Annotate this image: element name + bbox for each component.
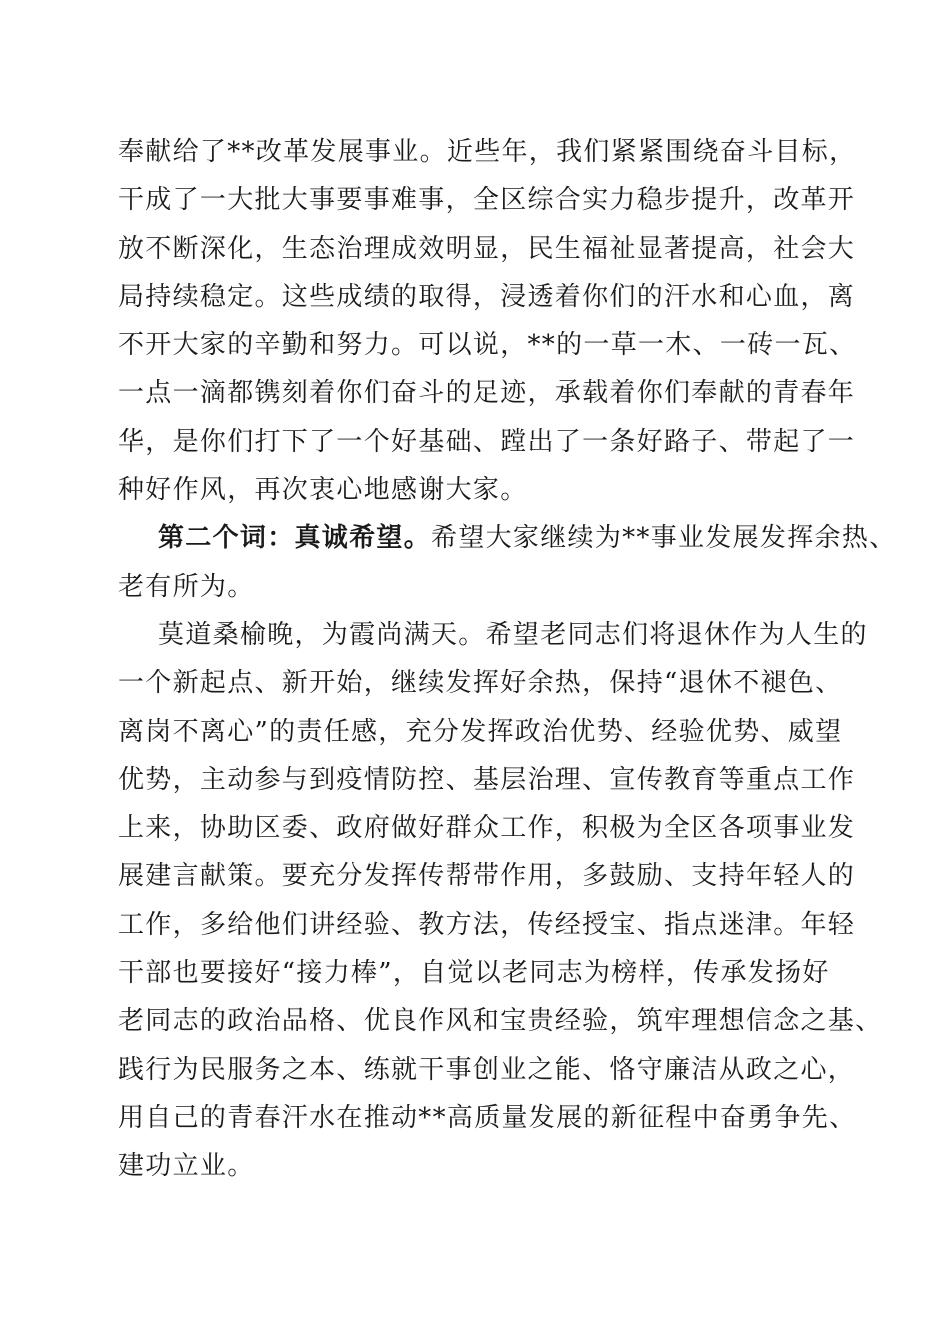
paragraph-3-line-1: 莫道桑榆晚，为霞尚满天。希望老同志们将退休作为人生的 bbox=[158, 619, 868, 650]
paragraph-1-line-2: 干成了一大批大事要事难事，全区综合实力稳步提升，改革开 bbox=[118, 185, 856, 216]
paragraph-3-line-5: 上来，协助区委、政府做好群众工作，积极为全区各项事业发 bbox=[118, 813, 856, 844]
paragraph-3-line-10: 践行为民服务之本、练就干事创业之能、恪守廉洁从政之心， bbox=[118, 1054, 856, 1085]
paragraph-3-line-9: 老同志的政治品格、优良作风和宝贵经验，筑牢理想信念之基、 bbox=[118, 1006, 883, 1037]
paragraph-1-line-4: 局持续稳定。这些成绩的取得，浸透着你们的汗水和心血，离 bbox=[118, 281, 856, 312]
paragraph-1-line-6: 一点一滴都镌刻着你们奋斗的足迹，承载着你们奉献的青春年 bbox=[118, 378, 856, 409]
document-body bbox=[118, 128, 897, 1191]
paragraph-3-line-2: 一个新起点、新开始，继续发挥好余热，保持“退休不褪色、 bbox=[118, 668, 843, 699]
paragraph-1-line-3: 放不断深化，生态治理成效明显，民生福祉显著提高，社会大 bbox=[118, 233, 856, 264]
paragraph-2-first-rest: 希望大家继续为**事业发展发挥余热、 bbox=[431, 523, 897, 554]
paragraph-3-line-6: 展建言献策。要充分发挥传帮带作用，多鼓励、支持年轻人的 bbox=[118, 861, 856, 892]
paragraph-3-line-8: 干部也要接好“接力棒”，自觉以老同志为榜样，传承发扬好 bbox=[118, 958, 830, 989]
section-heading: 第二个词：真诚希望。 bbox=[158, 523, 432, 554]
paragraph-2-line-2: 老有所为。 bbox=[118, 571, 255, 602]
paragraph-3-line-3: 离岗不离心”的责任感，充分发挥政治优势、经验优势、威望 bbox=[118, 716, 843, 747]
paragraph-2-line-1 bbox=[118, 514, 897, 562]
paragraph-3-line-7: 工作，多给他们讲经验、教方法，传经授宝、指点迷津。年轻 bbox=[118, 909, 856, 940]
paragraph-3-line-12: 建功立业。 bbox=[118, 1151, 255, 1182]
paragraph-3-line-4: 优势，主动参与到疫情防控、基层治理、宣传教育等重点工作 bbox=[118, 764, 856, 795]
paragraph-1-line-5: 不开大家的辛勤和努力。可以说，**的一草一木、一砖一瓦、 bbox=[118, 330, 857, 361]
paragraph-1-line-8: 种好作风，再次衷心地感谢大家。 bbox=[118, 475, 528, 506]
paragraph-1-line-1: 奉献给了**改革发展事业。近些年，我们紧紧围绕奋斗目标， bbox=[118, 137, 857, 167]
paragraph-1-line-7: 华，是你们打下了一个好基础、蹚出了一条好路子、带起了一 bbox=[118, 426, 856, 457]
paragraph-3-line-11: 用自己的青春汗水在推动**高质量发展的新征程中奋勇争先、 bbox=[118, 1102, 857, 1133]
